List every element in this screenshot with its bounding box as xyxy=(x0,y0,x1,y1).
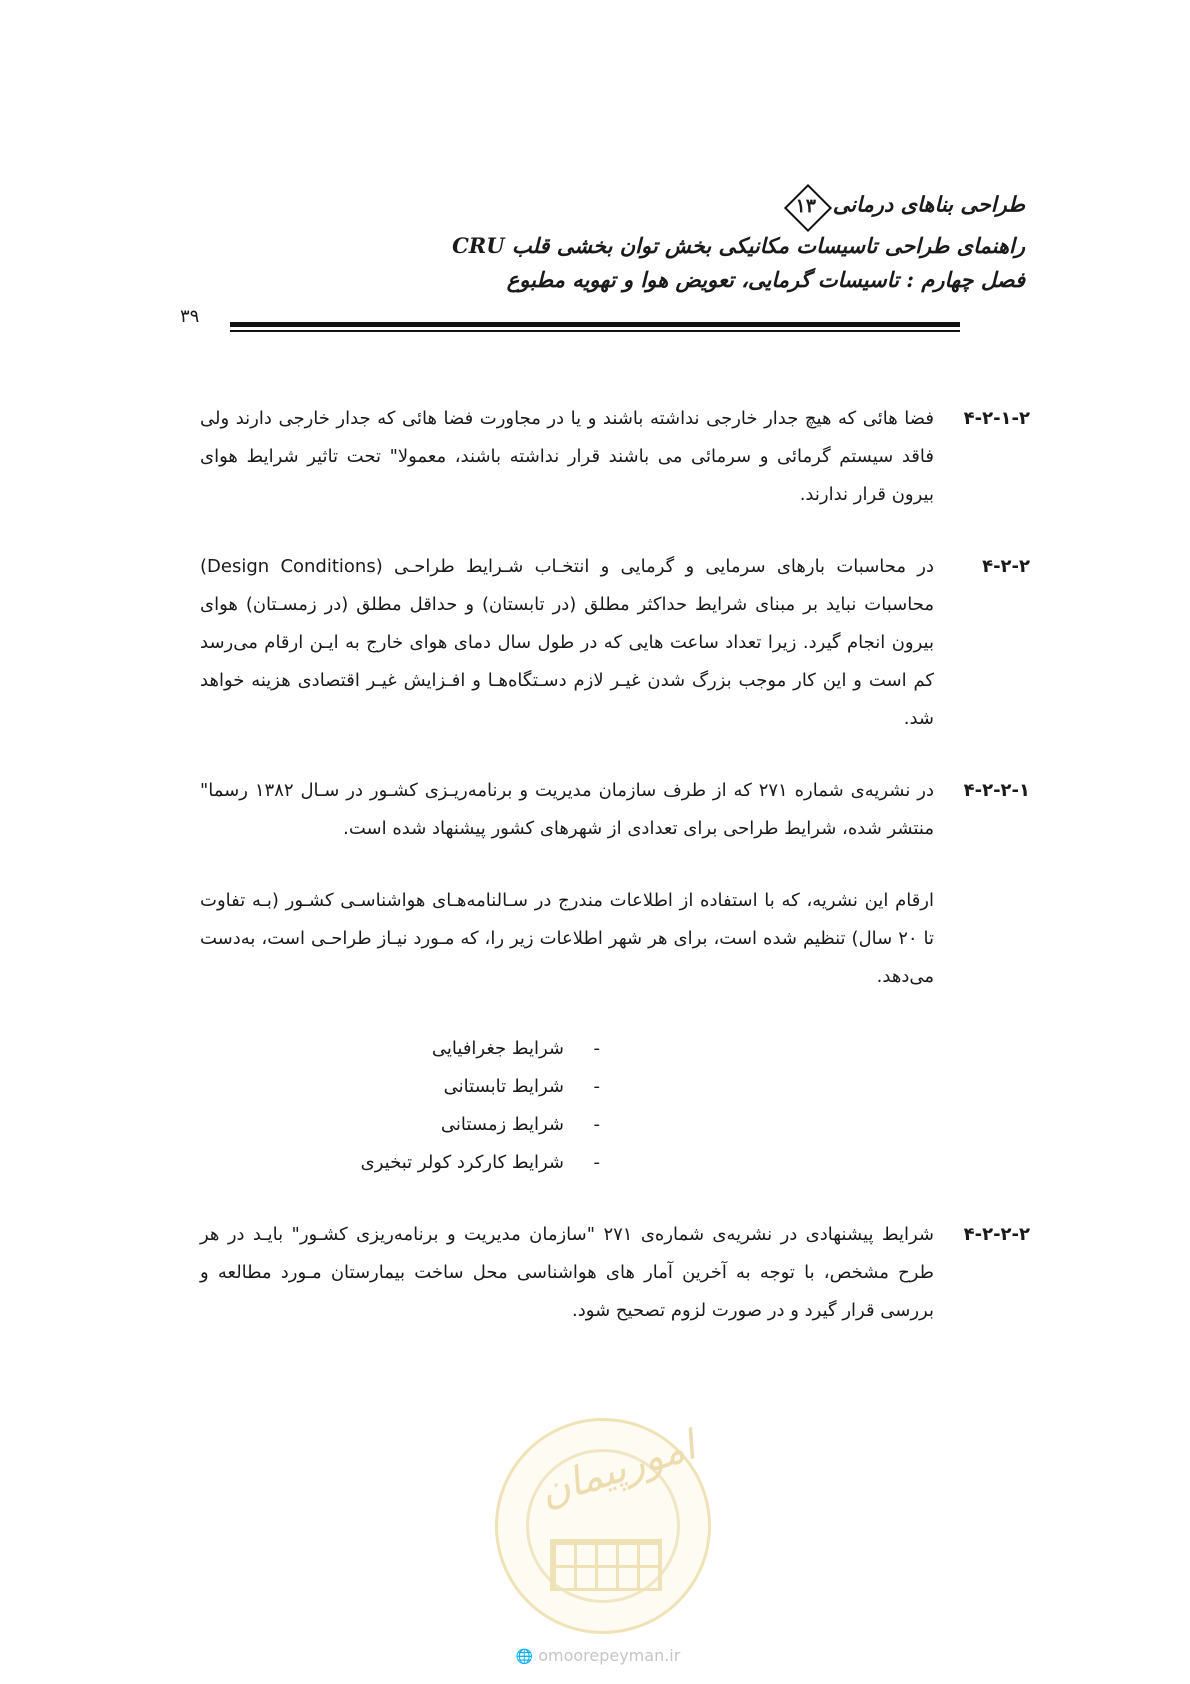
section-number: ۴-۲-۲-۲ xyxy=(963,1224,1030,1245)
section-text: شرایط پیشنهادی در نشریه‌ی شماره‌ی ۲۷۱ "سازمان مدیریت و برنامه‌ریزی کشـور" بایـد در هر طرح مشخص، با توجه به آخرین آمار های هواشناسی محل ساخت بیمارستان مـورد مطالعه و بررسی قرار گیرد و در صورت لزوم تصحیح شود. xyxy=(200,1224,934,1321)
list-item xyxy=(200,1030,600,1068)
chapter-number: ۱۳ xyxy=(795,195,816,217)
chapter-badge xyxy=(783,183,829,229)
list-item-text: شرایط جغرافیایی xyxy=(431,1038,564,1059)
dash-icon: - xyxy=(593,1152,600,1173)
section xyxy=(200,548,1030,738)
bullet-list xyxy=(200,1030,600,1182)
watermark xyxy=(478,1646,718,1665)
body-paragraph: ارقام این نشریه، که با استفاده از اطلاعات مندرج در سـالنامه‌هـای هواشناسـی کشـور (بـه تفاوت تا ۲۰ سال) تنظیم شده است، برای هر شهر اطلاعات زیر را، که مـورد نیـاز طراحـی است، به‌دست می‌دهد. xyxy=(200,890,934,987)
list-item-text: شرایط کارکرد کولر تبخیری xyxy=(360,1152,564,1173)
section-text: در نشریه‌ی شماره ۲۷۱ که از طرف سازمان مدیریت و برنامه‌ریـزی کشـور در سـال ۱۳۸۲ رسما" منتشر شده، شرایط طراحی برای تعدادی از شهرهای کشور پیشنهاد شده است. xyxy=(200,780,934,839)
section xyxy=(200,400,1030,514)
header-subtitle: راهنمای طراحی تاسیسات مکانیکی بخش توان بخشی قلب CRU xyxy=(452,233,1025,258)
section-number: ۴-۲-۲-۱ xyxy=(963,780,1030,801)
logo-stamp xyxy=(495,1418,711,1634)
list-item-text: شرایط تابستانی xyxy=(443,1076,564,1097)
header-title: طراحی بناهای درمانی xyxy=(832,191,1025,217)
watermark-text: omoorepeyman.ir xyxy=(538,1646,681,1665)
dash-icon: - xyxy=(593,1076,600,1097)
list-item xyxy=(200,1106,600,1144)
section-text: در محاسبات بارهای سرمایی و گرمایی و انتخـاب شـرایط طراحـی (Design Conditions) محاسبات نباید بر مبنای شرایط حداکثر مطلق (در تابستان) و حداقل مطلق (در زمسـتان) هوای بیرون انجام گیرد. زیرا تعداد ساعت هایی که در طول سال دمای هوای خارج به ایـن ارقام می‌رسد کم است و این کار موجب بزرگ شدن غیـر لازم دسـتگاه‌هـا و افـزایش غیـر اقتصادی هزینه خواهد شد. xyxy=(200,556,934,729)
header-line-1 xyxy=(385,183,1025,229)
stamp-logo-script: امورپیمان xyxy=(534,1422,701,1516)
list-item xyxy=(200,1068,600,1106)
section-number: ۴-۲-۲ xyxy=(982,556,1030,577)
page-body xyxy=(200,400,1030,1364)
page-header xyxy=(385,183,1025,297)
section-text: فضا هائی که هیچ جدار خارجی نداشته باشند و یا در مجاورت فضا هائی که جدار خارجی دارند ولی فاقد سیستم گرمائی و سرمائی می باشند قرار نداشته باشند، معمولا" تحت تاثیر شرایط هوای بیرون قرار ندارند. xyxy=(200,408,934,505)
globe-icon: 🌐 xyxy=(515,1649,534,1665)
section xyxy=(200,772,1030,848)
list-item xyxy=(200,1144,600,1182)
section-number: ۴-۲-۱-۲ xyxy=(963,408,1030,429)
header-rule-thin xyxy=(230,330,960,332)
page-number: ۳۹ xyxy=(180,306,200,327)
stamp-building-icon xyxy=(550,1539,662,1591)
header-chapter: فصل چهارم : تاسیسات گرمایی، تعویض هوا و تهویه مطبوع xyxy=(506,267,1025,292)
dash-icon: - xyxy=(593,1038,600,1059)
list-item-text: شرایط زمستانی xyxy=(440,1114,564,1135)
dash-icon: - xyxy=(593,1114,600,1135)
section xyxy=(200,1216,1030,1330)
header-rule-thick xyxy=(230,322,960,327)
